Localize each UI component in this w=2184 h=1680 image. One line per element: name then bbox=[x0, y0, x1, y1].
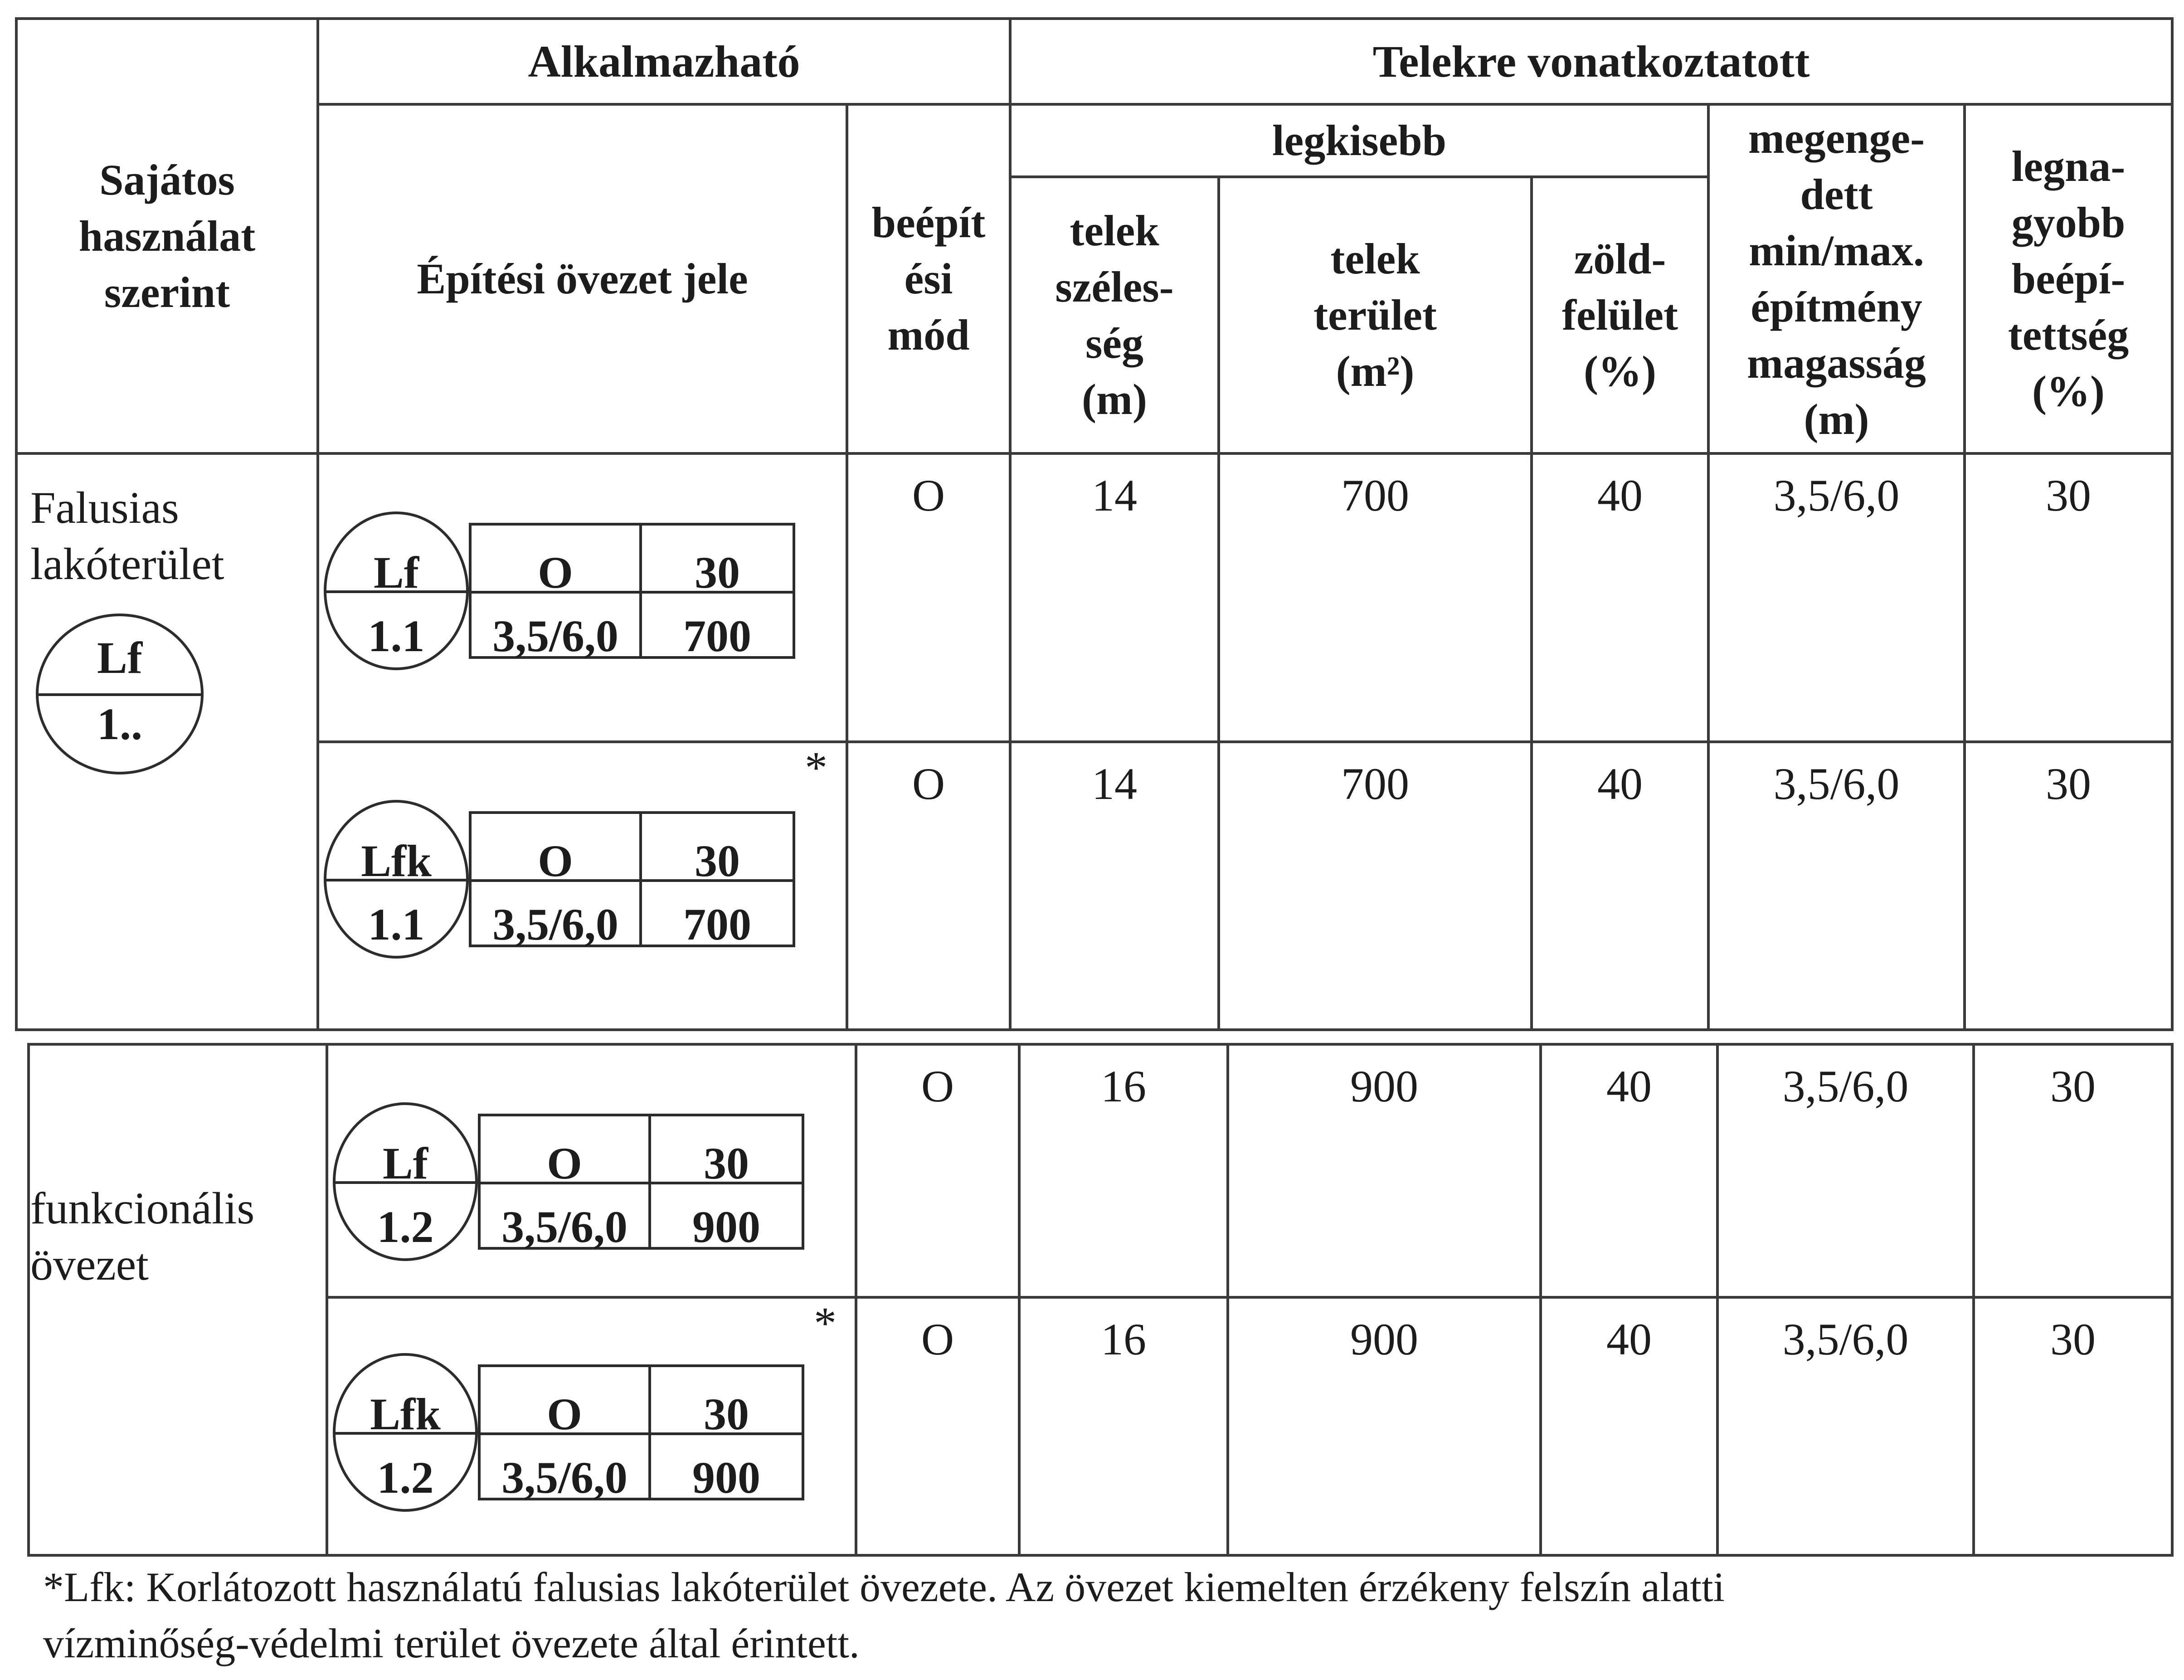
header-zoldfelulet: zöld- felület (%) bbox=[1532, 177, 1708, 453]
zone-code-symbol: Lfk 1.2 O 30 3,5/6,0 900 bbox=[328, 1342, 841, 1505]
cell-beepitesi-mod: O bbox=[856, 1297, 1019, 1555]
zone-code-cell bbox=[327, 1297, 856, 1555]
row-label-empty bbox=[29, 1044, 327, 1555]
cell-beepitesi-mod: O bbox=[847, 453, 1010, 742]
cell-zold: 40 bbox=[1541, 1297, 1717, 1555]
cell-szelesseg: 14 bbox=[1010, 453, 1219, 742]
cell-terulet: 900 bbox=[1228, 1297, 1541, 1555]
zone-code-cell bbox=[327, 1044, 856, 1297]
header-sajatos: Sajátos használat szerint bbox=[16, 19, 318, 453]
cell-beepitesi-mod: O bbox=[856, 1044, 1019, 1297]
cell-beepitettseg: 30 bbox=[1965, 742, 2172, 1030]
cell-beepitettseg: 30 bbox=[1974, 1044, 2172, 1297]
cell-zold: 40 bbox=[1541, 1044, 1717, 1297]
header-telek-terulet: telek terület (m²) bbox=[1219, 177, 1532, 453]
header-magassag: megenge- dett min/max. építmény magasság (m) bbox=[1708, 104, 1965, 453]
footnote bbox=[43, 1559, 2111, 1671]
asterisk-mark: * bbox=[805, 742, 827, 793]
asterisk-mark: * bbox=[814, 1298, 837, 1348]
zone-code-symbol: Lfk 1.1 O 30 3,5/6,0 700 bbox=[319, 789, 832, 952]
zone-code-cell bbox=[318, 742, 847, 1030]
cell-szelesseg: 16 bbox=[1019, 1044, 1228, 1297]
cell-zold: 40 bbox=[1532, 742, 1708, 1030]
zone-code-cell bbox=[318, 453, 847, 742]
header-beepitettseg: legna- gyobb beépí- tettség (%) bbox=[1965, 104, 2172, 453]
header-telekre: Telekre vonatkoztatott bbox=[1010, 19, 2172, 104]
header-legkisebb: legkisebb bbox=[1010, 104, 1708, 177]
cell-szelesseg: 16 bbox=[1019, 1297, 1228, 1555]
header-epitesi-ovezet: Építési övezet jele bbox=[318, 104, 847, 453]
cell-magassag: 3,5/6,0 bbox=[1708, 742, 1965, 1030]
cell-magassag: 3,5/6,0 bbox=[1717, 1297, 1974, 1555]
cell-magassag: 3,5/6,0 bbox=[1708, 453, 1965, 742]
cell-zold: 40 bbox=[1532, 453, 1708, 742]
footnote-line-2: vízminőség-védelmi terület övezete által érintett. bbox=[43, 1620, 860, 1666]
footnote-line-1: *Lfk: Korlátozott használatú falusias lakóterület övezete. Az övezet kiemelten érzékeny felszín alatti bbox=[43, 1564, 1725, 1610]
zone-symbol-circle: Lf 1.. bbox=[36, 614, 204, 774]
zoning-table-lower bbox=[27, 1043, 2174, 1557]
zone-code-symbol: Lf 1.1 O 30 3,5/6,0 700 bbox=[319, 500, 832, 663]
header-beepitesi-mod: beépít ési mód bbox=[847, 104, 1010, 453]
cell-beepitettseg: 30 bbox=[1974, 1297, 2172, 1555]
cell-terulet: 700 bbox=[1219, 453, 1532, 742]
cell-magassag: 3,5/6,0 bbox=[1717, 1044, 1974, 1297]
row-label-falusias: Falusias lakóterület Lf 1.. funkcionális övezet bbox=[16, 453, 318, 1030]
zone-code-symbol: Lf 1.2 O 30 3,5/6,0 900 bbox=[328, 1091, 841, 1254]
cell-terulet: 700 bbox=[1219, 742, 1532, 1030]
cell-beepitettseg: 30 bbox=[1965, 453, 2172, 742]
cell-beepitesi-mod: O bbox=[847, 742, 1010, 1030]
cell-szelesseg: 14 bbox=[1010, 742, 1219, 1030]
cell-terulet: 900 bbox=[1228, 1044, 1541, 1297]
header-telek-szelesseg: telek széles- ség (m) bbox=[1010, 177, 1219, 453]
header-alkalmazhato: Alkalmazható bbox=[318, 19, 1010, 104]
